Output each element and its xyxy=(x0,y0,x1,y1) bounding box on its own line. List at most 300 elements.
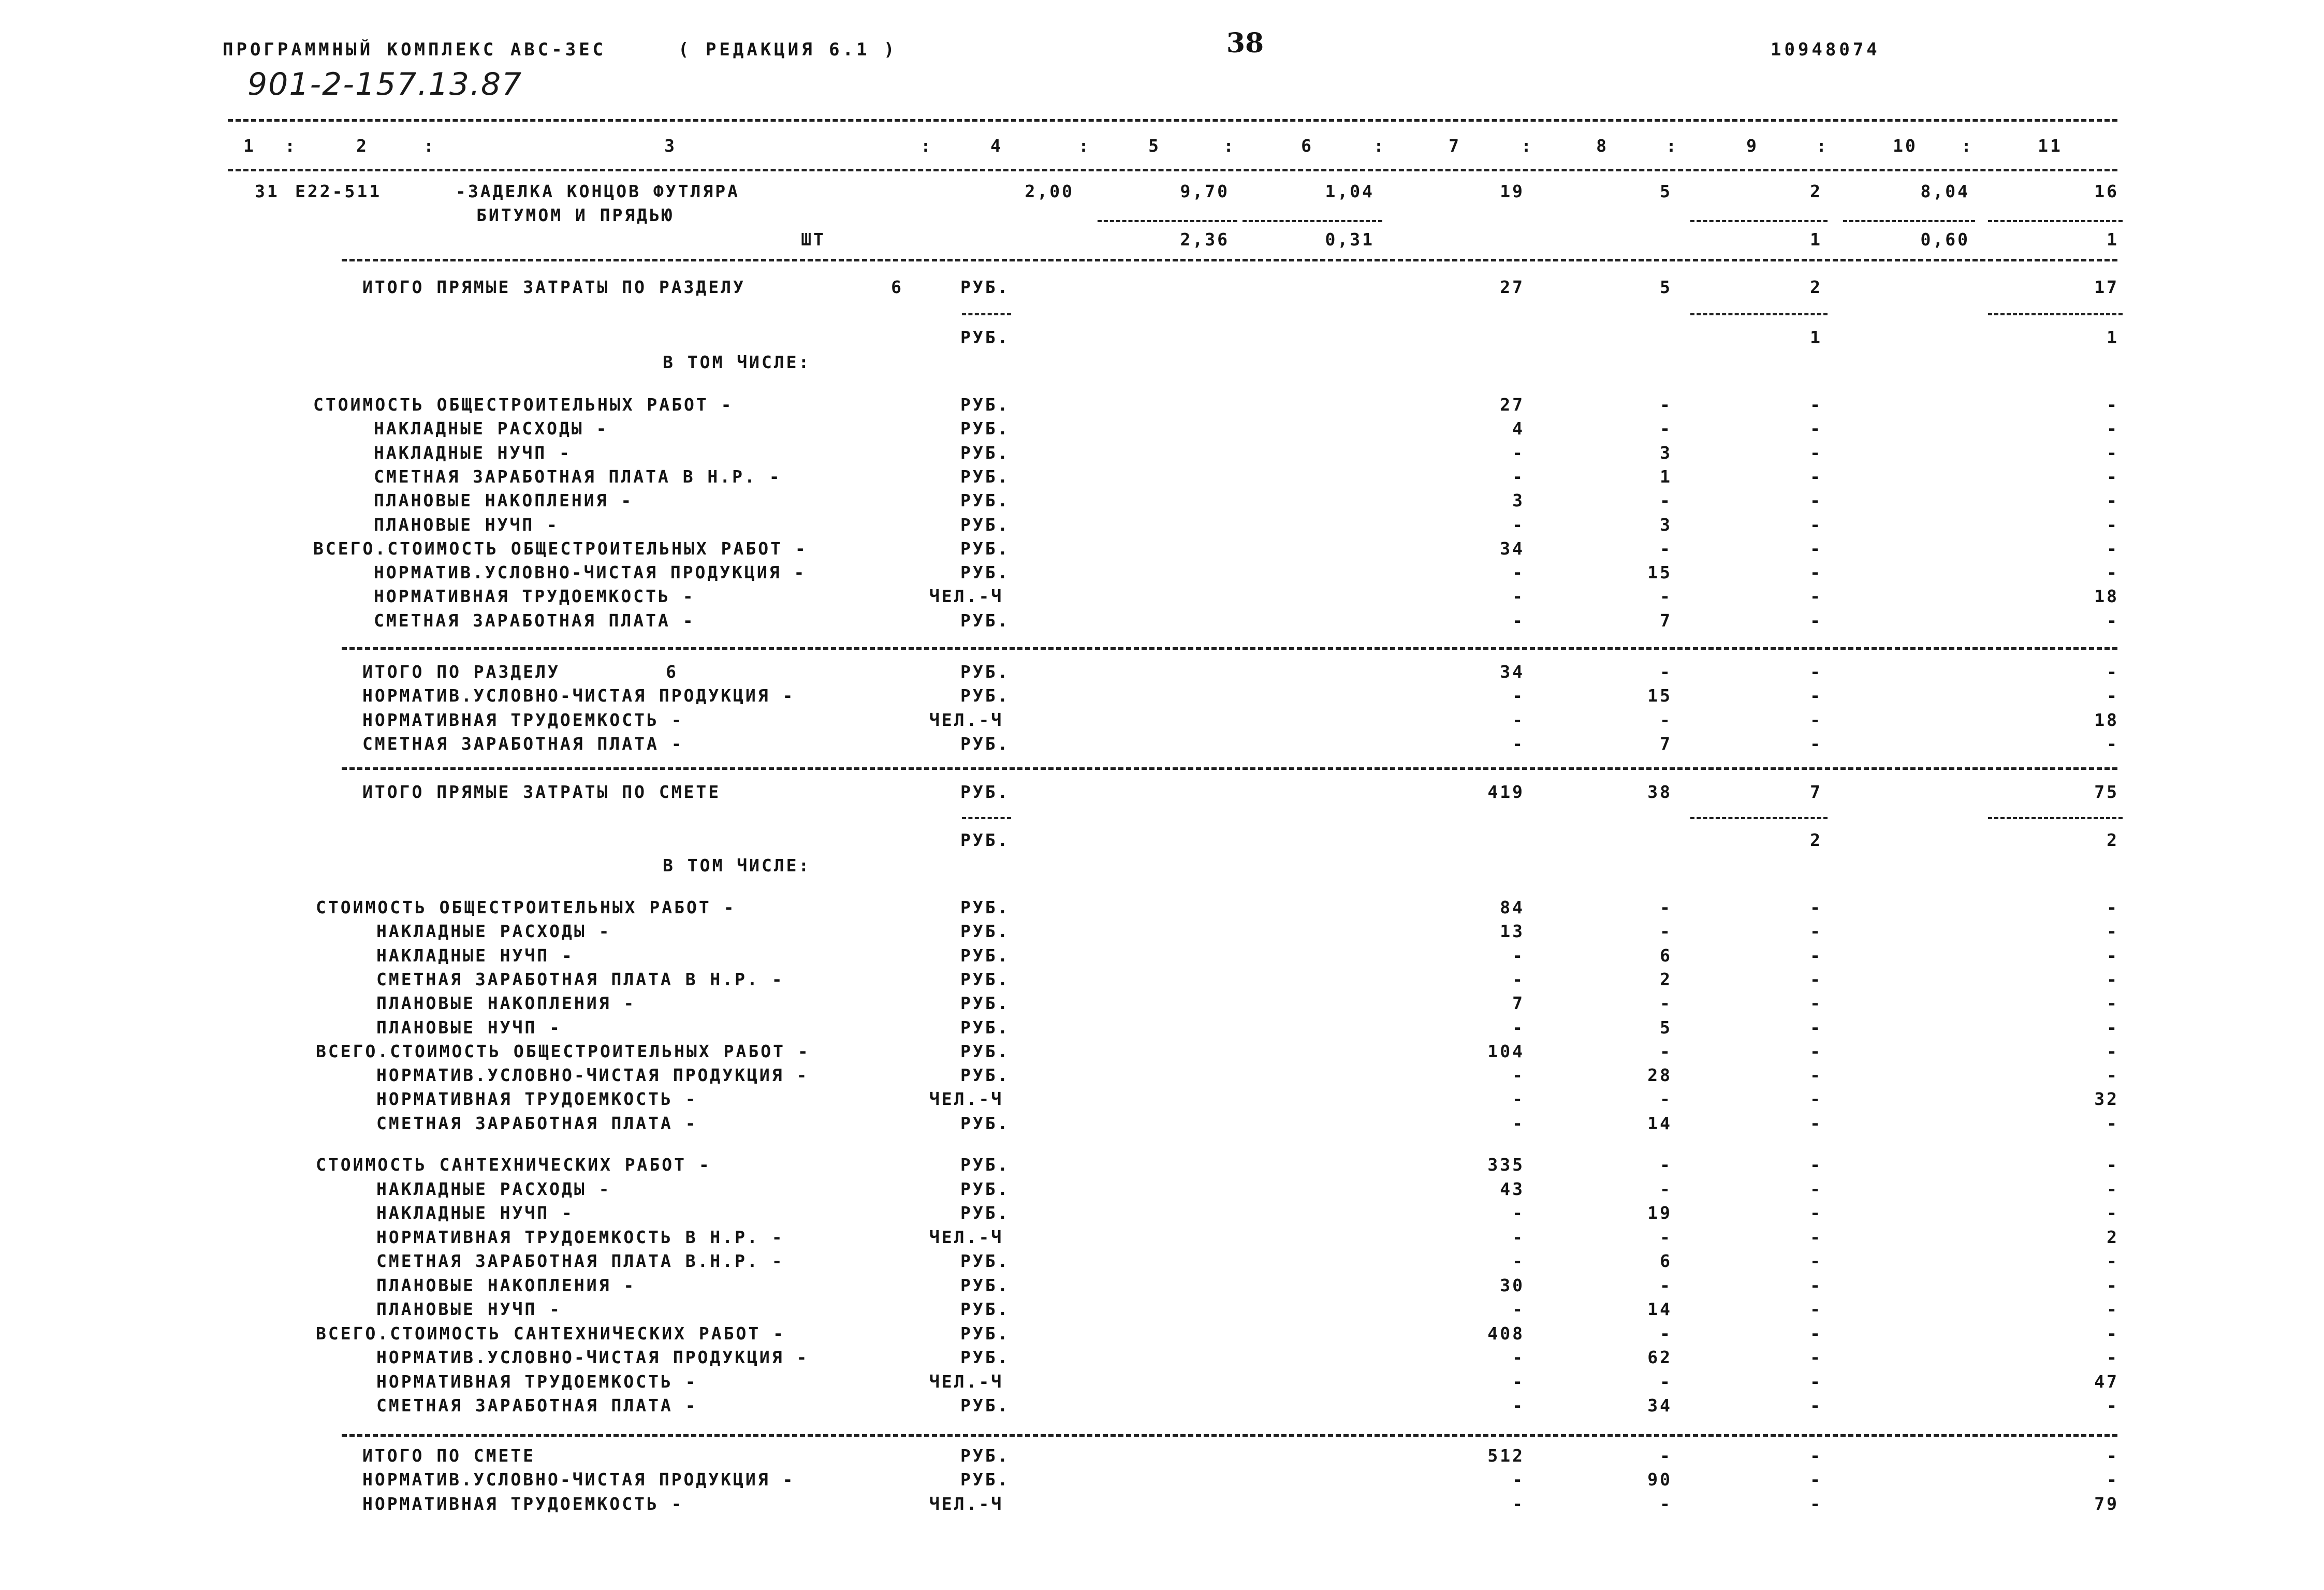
value-col11: - xyxy=(2107,1178,2119,1199)
line-label: ПЛАНОВЫЕ НАКОПЛЕНИЯ - xyxy=(374,490,634,511)
value-col7: 104 xyxy=(1487,1041,1525,1061)
value-col7: - xyxy=(1512,1203,1525,1223)
section-direct-total: 27 xyxy=(1500,277,1525,297)
line-label: ВСЕГО.СТОИМОСТЬ ОБЩЕСТРОИТЕЛЬНЫХ РАБОТ - xyxy=(316,1041,810,1061)
value-col11: - xyxy=(2107,610,2119,631)
value-col11: - xyxy=(2107,395,2119,415)
unit-label: РУБ. xyxy=(960,1323,1010,1344)
value-col8: - xyxy=(1660,1493,1672,1514)
value-col8: - xyxy=(1660,709,1672,730)
section-direct-label: ИТОГО ПРЯМЫЕ ЗАТРАТЫ ПО РАЗДЕЛУ xyxy=(362,277,746,297)
unit-label: РУБ. xyxy=(960,1041,1010,1061)
line-label: НОРМАТИВ.УСЛОВНО-ЧИСТАЯ ПРОДУКЦИЯ - xyxy=(376,1347,809,1367)
unit-label: РУБ. xyxy=(960,1446,1010,1466)
line-label: НОРМАТИВНАЯ ТРУДОЕМКОСТЬ - xyxy=(376,1371,698,1392)
value-col9: - xyxy=(1810,514,1822,535)
unit-label: РУБ. xyxy=(960,662,1010,682)
item-wages: 5 xyxy=(1660,181,1672,201)
value-col8: 6 xyxy=(1660,945,1672,966)
value-col9: - xyxy=(1810,993,1822,1014)
column-separator: : xyxy=(423,136,436,156)
column-separator: : xyxy=(920,136,933,156)
value-col8: 19 xyxy=(1647,1203,1672,1223)
unit-label: РУБ. xyxy=(960,1203,1010,1223)
value-col8: - xyxy=(1660,993,1672,1014)
value-col7: 84 xyxy=(1500,897,1525,917)
unit-label: РУБ. xyxy=(960,921,1010,942)
item-labor-norm: 8,04 xyxy=(1920,181,1970,201)
unit-label: РУБ. xyxy=(960,538,1010,559)
value-col9: - xyxy=(1810,685,1822,706)
line-label: ИТОГО ПО РАЗДЕЛУ xyxy=(362,662,560,682)
value-col7: - xyxy=(1512,1371,1525,1392)
value-col7: 3 xyxy=(1512,490,1525,511)
line-label: НОРМАТИВНАЯ ТРУДОЕМКОСТЬ - xyxy=(374,586,695,607)
value-col7: 27 xyxy=(1500,395,1525,415)
value-col7: 512 xyxy=(1487,1446,1525,1466)
unit-label: РУБ. xyxy=(960,733,1010,754)
section-rule xyxy=(342,767,2117,770)
value-col11: - xyxy=(2107,442,2119,463)
estimate-direct-machine-labor: 2 xyxy=(2107,830,2119,850)
value-col8: 28 xyxy=(1647,1065,1672,1086)
value-col9: - xyxy=(1810,1299,1822,1319)
column-separator: : xyxy=(1223,136,1236,156)
value-col8: 5 xyxy=(1660,1017,1672,1038)
value-col11: - xyxy=(2107,662,2119,682)
value-col11: - xyxy=(2107,1155,2119,1175)
value-col8: - xyxy=(1660,1089,1672,1110)
value-col9: - xyxy=(1810,733,1822,754)
value-col11: - xyxy=(2107,1446,2119,1466)
value-col9: - xyxy=(1810,1469,1822,1490)
value-col8: 7 xyxy=(1660,733,1672,754)
cell-rule xyxy=(962,817,1011,819)
unit-label: ЧЕЛ.-Ч xyxy=(929,586,1004,607)
value-col9: - xyxy=(1810,709,1822,730)
unit-label: РУБ. xyxy=(960,514,1010,535)
column-number: 6 xyxy=(1301,136,1313,156)
value-col11: - xyxy=(2107,1065,2119,1086)
line-label: НОРМАТИВНАЯ ТРУДОЕМКОСТЬ - xyxy=(376,1089,698,1110)
value-col8: - xyxy=(1660,1323,1672,1344)
value-col7: - xyxy=(1512,945,1525,966)
cell-rule xyxy=(1243,220,1382,222)
value-col11: - xyxy=(2107,1299,2119,1319)
value-col8: - xyxy=(1660,1371,1672,1392)
unit-label: РУБ. xyxy=(960,1251,1010,1271)
value-col7: - xyxy=(1512,1017,1525,1038)
section-direct-wages: 5 xyxy=(1660,277,1672,297)
value-col8: 62 xyxy=(1647,1347,1672,1367)
table-top-rule xyxy=(228,119,2117,122)
value-col9: - xyxy=(1810,1065,1822,1086)
value-col8: 15 xyxy=(1647,685,1672,706)
value-col9: - xyxy=(1810,1178,1822,1199)
unit-label: РУБ. xyxy=(960,993,1010,1014)
section-rule xyxy=(342,259,2117,261)
line-label: СТОИМОСТЬ ОБЩЕСТРОИТЕЛЬНЫХ РАБОТ - xyxy=(313,395,734,415)
unit-label: РУБ. xyxy=(960,1469,1010,1490)
line-label: ПЛАНОВЫЕ НУЧП - xyxy=(376,1299,562,1319)
value-col7: 408 xyxy=(1487,1323,1525,1344)
unit-label: ЧЕЛ.-Ч xyxy=(929,1089,1004,1110)
value-col8: - xyxy=(1660,1155,1672,1175)
column-separator: : xyxy=(1521,136,1533,156)
value-col8: 3 xyxy=(1660,514,1672,535)
section-direct-labor: 17 xyxy=(2094,277,2119,297)
value-col9: - xyxy=(1810,1251,1822,1271)
value-col9: - xyxy=(1810,1089,1822,1110)
line-label: СМЕТНАЯ ЗАРАБОТНАЯ ПЛАТА - xyxy=(376,1395,698,1416)
value-col8: - xyxy=(1660,1178,1672,1199)
value-col11: 47 xyxy=(2094,1371,2119,1392)
value-col7: - xyxy=(1512,466,1525,487)
value-col11: - xyxy=(2107,1469,2119,1490)
section-rule xyxy=(342,647,2117,650)
item-quantity: 2,00 xyxy=(1025,181,1074,201)
item-machines: 2 xyxy=(1810,181,1822,201)
value-col8: 2 xyxy=(1660,969,1672,989)
unit-label: ЧЕЛ.-Ч xyxy=(929,709,1004,730)
value-col8: - xyxy=(1660,921,1672,942)
value-col8: 6 xyxy=(1660,1251,1672,1271)
line-label: ВСЕГО.СТОИМОСТЬ САНТЕХНИЧЕСКИХ РАБОТ - xyxy=(316,1323,785,1344)
value-col7: - xyxy=(1512,685,1525,706)
column-number: 2 xyxy=(356,136,369,156)
unit-label: ЧЕЛ.-Ч xyxy=(929,1371,1004,1392)
value-col7: - xyxy=(1512,969,1525,989)
line-label: ВСЕГО.СТОИМОСТЬ ОБЩЕСТРОИТЕЛЬНЫХ РАБОТ - xyxy=(313,538,808,559)
value-col9: - xyxy=(1810,466,1822,487)
estimate-direct-machine-wages: 2 xyxy=(1810,830,1822,850)
value-col7: - xyxy=(1512,1493,1525,1514)
value-col8: - xyxy=(1660,662,1672,682)
value-col9: - xyxy=(1810,662,1822,682)
item-number: 31 xyxy=(255,181,280,201)
line-label: ПЛАНОВЫЕ НУЧП - xyxy=(374,514,560,535)
section-direct-machines: 2 xyxy=(1810,277,1822,297)
unit-label: РУБ. xyxy=(960,1155,1010,1175)
unit-label: РУБ. xyxy=(960,1299,1010,1319)
value-col7: - xyxy=(1512,1251,1525,1271)
section-direct-machine-wages: 1 xyxy=(1810,327,1822,347)
column-number: 3 xyxy=(664,136,677,156)
value-col9: - xyxy=(1810,1041,1822,1061)
value-col9: - xyxy=(1810,897,1822,917)
value-col7: 13 xyxy=(1500,921,1525,942)
value-col8: - xyxy=(1660,1041,1672,1061)
value-col7: - xyxy=(1512,1347,1525,1367)
item-unit: ШТ xyxy=(801,229,826,250)
program-title: ПРОГРАММНЫЙ КОМПЛЕКС АВС-3ЕС xyxy=(223,39,607,60)
value-col8: 34 xyxy=(1647,1395,1672,1416)
value-col9: - xyxy=(1810,1323,1822,1344)
cell-rule xyxy=(1988,220,2123,222)
value-col7: 43 xyxy=(1500,1178,1525,1199)
estimate-direct-total: 419 xyxy=(1487,782,1525,802)
unit-label: РУБ. xyxy=(960,1178,1010,1199)
value-col8: - xyxy=(1660,586,1672,607)
value-col9: - xyxy=(1810,969,1822,989)
unit-label: РУБ. xyxy=(960,1275,1010,1295)
line-label: НОРМАТИВНАЯ ТРУДОЕМКОСТЬ В Н.Р. - xyxy=(376,1227,784,1247)
column-number: 11 xyxy=(2038,136,2063,156)
value-col11: 18 xyxy=(2094,709,2119,730)
including-heading: В ТОМ ЧИСЛЕ: xyxy=(663,352,811,372)
unit-label: РУБ. xyxy=(960,395,1010,415)
item-wage-price: 1,04 xyxy=(1325,181,1375,201)
item-total: 19 xyxy=(1500,181,1525,201)
value-col7: - xyxy=(1512,562,1525,583)
value-col8: - xyxy=(1660,418,1672,439)
cell-rule xyxy=(1843,220,1975,222)
value-col7: - xyxy=(1512,709,1525,730)
column-separator: : xyxy=(1666,136,1678,156)
line-label: ПЛАНОВЫЕ НАКОПЛЕНИЯ - xyxy=(376,1275,636,1295)
edition-label: ( РЕДАКЦИЯ 6.1 ) xyxy=(678,39,898,60)
unit-label: РУБ. xyxy=(960,1347,1010,1367)
value-col9: - xyxy=(1810,1371,1822,1392)
line-label: НОРМАТИВНАЯ ТРУДОЕМКОСТЬ - xyxy=(362,709,684,730)
value-col11: - xyxy=(2107,538,2119,559)
line-label: СМЕТНАЯ ЗАРАБОТНАЯ ПЛАТА - xyxy=(362,733,684,754)
line-label: ИТОГО ПО СМЕТЕ xyxy=(362,1446,536,1466)
value-col9: - xyxy=(1810,1113,1822,1133)
line-label: НОРМАТИВ.УСЛОВНО-ЧИСТАЯ ПРОДУКЦИЯ - xyxy=(374,562,807,583)
unit-label: РУБ. xyxy=(960,969,1010,989)
value-col8: 1 xyxy=(1660,466,1672,487)
value-col8: - xyxy=(1660,1227,1672,1247)
estimate-direct-unit: РУБ. xyxy=(960,782,1010,802)
value-col11: - xyxy=(2107,1251,2119,1271)
value-col8: 7 xyxy=(1660,610,1672,631)
value-col7: 34 xyxy=(1500,662,1525,682)
unit-label: РУБ. xyxy=(960,490,1010,511)
value-col8: - xyxy=(1660,897,1672,917)
value-col9: - xyxy=(1810,1017,1822,1038)
value-col11: - xyxy=(2107,1113,2119,1133)
value-col9: - xyxy=(1810,921,1822,942)
value-col7: 30 xyxy=(1500,1275,1525,1295)
line-label: НАКЛАДНЫЕ РАСХОДЫ - xyxy=(376,1178,611,1199)
value-col8: 14 xyxy=(1647,1299,1672,1319)
document-number: 10948074 xyxy=(1771,39,1880,60)
value-col7: - xyxy=(1512,586,1525,607)
item-machine-wages: 1 xyxy=(1810,229,1822,250)
value-col9: - xyxy=(1810,490,1822,511)
line-label: НАКЛАДНЫЕ НУЧП - xyxy=(376,945,574,966)
value-col11: - xyxy=(2107,562,2119,583)
value-col11: - xyxy=(2107,993,2119,1014)
unit-label: РУБ. xyxy=(960,1113,1010,1133)
cell-rule xyxy=(1988,817,2123,819)
line-label: СМЕТНАЯ ЗАРАБОТНАЯ ПЛАТА - xyxy=(376,1113,698,1133)
value-col11: - xyxy=(2107,1323,2119,1344)
unit-label: РУБ. xyxy=(960,1017,1010,1038)
line-label: СТОИМОСТЬ ОБЩЕСТРОИТЕЛЬНЫХ РАБОТ - xyxy=(316,897,736,917)
estimate-direct-machines: 7 xyxy=(1810,782,1822,802)
cell-rule xyxy=(1690,817,1828,819)
column-number: 10 xyxy=(1893,136,1918,156)
unit-label: РУБ. xyxy=(960,897,1010,917)
column-number: 4 xyxy=(990,136,1003,156)
value-col11: - xyxy=(2107,418,2119,439)
line-label: НАКЛАДНЫЕ НУЧП - xyxy=(374,442,572,463)
value-col7: - xyxy=(1512,514,1525,535)
unit-label: РУБ. xyxy=(960,466,1010,487)
unit-label: РУБ. xyxy=(960,562,1010,583)
value-col11: - xyxy=(2107,466,2119,487)
unit-label: РУБ. xyxy=(960,685,1010,706)
value-col11: - xyxy=(2107,1041,2119,1061)
including-heading: В ТОМ ЧИСЛЕ: xyxy=(663,855,811,876)
value-col9: - xyxy=(1810,395,1822,415)
estimate-direct-unit-machine: РУБ. xyxy=(960,830,1010,850)
line-label: СМЕТНАЯ ЗАРАБОТНАЯ ПЛАТА В Н.Р. - xyxy=(374,466,782,487)
value-col8: - xyxy=(1660,490,1672,511)
line-label: СТОИМОСТЬ САНТЕХНИЧЕСКИХ РАБОТ - xyxy=(316,1155,711,1175)
value-col9: - xyxy=(1810,1446,1822,1466)
value-col8: 14 xyxy=(1647,1113,1672,1133)
value-col9: - xyxy=(1810,1275,1822,1295)
unit-label: РУБ. xyxy=(960,442,1010,463)
value-col11: - xyxy=(2107,490,2119,511)
item-labor-total: 16 xyxy=(2094,181,2119,201)
value-col11: - xyxy=(2107,945,2119,966)
item-unit-price-machine: 2,36 xyxy=(1180,229,1230,250)
estimate-direct-wages: 38 xyxy=(1647,782,1672,802)
value-col8: - xyxy=(1660,1446,1672,1466)
value-col11: 79 xyxy=(2094,1493,2119,1514)
value-col11: - xyxy=(2107,897,2119,917)
value-col9: - xyxy=(1810,418,1822,439)
value-col7: - xyxy=(1512,1089,1525,1110)
value-col9: - xyxy=(1810,945,1822,966)
line-label: СМЕТНАЯ ЗАРАБОТНАЯ ПЛАТА В Н.Р. - xyxy=(376,969,784,989)
value-col9: - xyxy=(1810,442,1822,463)
item-unit-price: 9,70 xyxy=(1180,181,1230,201)
column-separator: : xyxy=(1373,136,1386,156)
value-col7: - xyxy=(1512,610,1525,631)
value-col11: - xyxy=(2107,1395,2119,1416)
estimate-direct-labor: 75 xyxy=(2094,782,2119,802)
value-col9: - xyxy=(1810,1347,1822,1367)
column-separator: : xyxy=(1816,136,1829,156)
value-col7: - xyxy=(1512,733,1525,754)
value-col9: - xyxy=(1810,586,1822,607)
value-col11: - xyxy=(2107,685,2119,706)
line-label: СМЕТНАЯ ЗАРАБОТНАЯ ПЛАТА - xyxy=(374,610,695,631)
value-col8: - xyxy=(1660,395,1672,415)
value-col7: 7 xyxy=(1512,993,1525,1014)
section-direct-unit-machine: РУБ. xyxy=(960,327,1010,347)
unit-label: РУБ. xyxy=(960,418,1010,439)
item-wage-price-machine: 0,31 xyxy=(1325,229,1375,250)
value-col7: - xyxy=(1512,1299,1525,1319)
line-label: ПЛАНОВЫЕ НУЧП - xyxy=(376,1017,562,1038)
line-label: НОРМАТИВНАЯ ТРУДОЕМКОСТЬ - xyxy=(362,1493,684,1514)
line-label: НОРМАТИВ.УСЛОВНО-ЧИСТАЯ ПРОДУКЦИЯ - xyxy=(362,1469,795,1490)
value-col11: - xyxy=(2107,1275,2119,1295)
item-description-cont: БИТУМОМ И ПРЯДЬЮ xyxy=(476,205,674,225)
column-number: 9 xyxy=(1746,136,1759,156)
value-col9: - xyxy=(1810,1493,1822,1514)
unit-label: РУБ. xyxy=(960,1395,1010,1416)
value-col8: 3 xyxy=(1660,442,1672,463)
value-col11: - xyxy=(2107,1347,2119,1367)
cell-rule xyxy=(962,313,1011,315)
section-number: 6 xyxy=(666,662,678,682)
value-col7: - xyxy=(1512,1113,1525,1133)
value-col8: - xyxy=(1660,1275,1672,1295)
column-number: 7 xyxy=(1449,136,1461,156)
value-col9: - xyxy=(1810,1227,1822,1247)
item-machine-labor-norm: 0,60 xyxy=(1920,229,1970,250)
line-label: НОРМАТИВ.УСЛОВНО-ЧИСТАЯ ПРОДУКЦИЯ - xyxy=(362,685,795,706)
value-col11: - xyxy=(2107,733,2119,754)
line-label: НАКЛАДНЫЕ РАСХОДЫ - xyxy=(376,921,611,942)
value-col9: - xyxy=(1810,538,1822,559)
value-col7: 335 xyxy=(1487,1155,1525,1175)
cell-rule xyxy=(1690,220,1828,222)
section-rule xyxy=(342,1434,2117,1437)
value-col7: - xyxy=(1512,1469,1525,1490)
value-col7: 4 xyxy=(1512,418,1525,439)
page-number: 38 xyxy=(1226,27,1264,59)
value-col7: - xyxy=(1512,1065,1525,1086)
value-col9: - xyxy=(1810,1155,1822,1175)
section-direct-machine-labor: 1 xyxy=(2107,327,2119,347)
section-number: 6 xyxy=(891,277,903,297)
item-machine-labor-total: 1 xyxy=(2107,229,2119,250)
value-col7: - xyxy=(1512,1395,1525,1416)
value-col11: - xyxy=(2107,921,2119,942)
item-code: Е22-511 xyxy=(295,181,382,201)
cell-rule xyxy=(1690,313,1828,315)
section-direct-unit: РУБ. xyxy=(960,277,1010,297)
value-col11: - xyxy=(2107,969,2119,989)
estimate-direct-label: ИТОГО ПРЯМЫЕ ЗАТРАТЫ ПО СМЕТЕ xyxy=(362,782,721,802)
column-header-rule xyxy=(228,169,2117,171)
column-separator: : xyxy=(1078,136,1091,156)
line-label: НОРМАТИВ.УСЛОВНО-ЧИСТАЯ ПРОДУКЦИЯ - xyxy=(376,1065,809,1086)
value-col9: - xyxy=(1810,1395,1822,1416)
value-col9: - xyxy=(1810,610,1822,631)
cell-rule xyxy=(1988,313,2123,315)
column-separator: : xyxy=(1961,136,1974,156)
item-description: -ЗАДЕЛКА КОНЦОВ ФУТЛЯРА xyxy=(456,181,740,201)
unit-label: РУБ. xyxy=(960,945,1010,966)
value-col11: - xyxy=(2107,1017,2119,1038)
value-col11: 18 xyxy=(2094,586,2119,607)
value-col8: 90 xyxy=(1647,1469,1672,1490)
column-separator: : xyxy=(285,136,297,156)
line-label: НАКЛАДНЫЕ РАСХОДЫ - xyxy=(374,418,609,439)
value-col11: 32 xyxy=(2094,1089,2119,1110)
value-col8: - xyxy=(1660,538,1672,559)
column-number: 5 xyxy=(1148,136,1161,156)
line-label: СМЕТНАЯ ЗАРАБОТНАЯ ПЛАТА В.Н.Р. - xyxy=(376,1251,784,1271)
value-col11: 2 xyxy=(2107,1227,2119,1247)
column-number: 8 xyxy=(1596,136,1609,156)
value-col7: 34 xyxy=(1500,538,1525,559)
column-number: 1 xyxy=(243,136,256,156)
value-col9: - xyxy=(1810,562,1822,583)
line-label: НАКЛАДНЫЕ НУЧП - xyxy=(376,1203,574,1223)
value-col11: - xyxy=(2107,514,2119,535)
value-col7: - xyxy=(1512,1227,1525,1247)
